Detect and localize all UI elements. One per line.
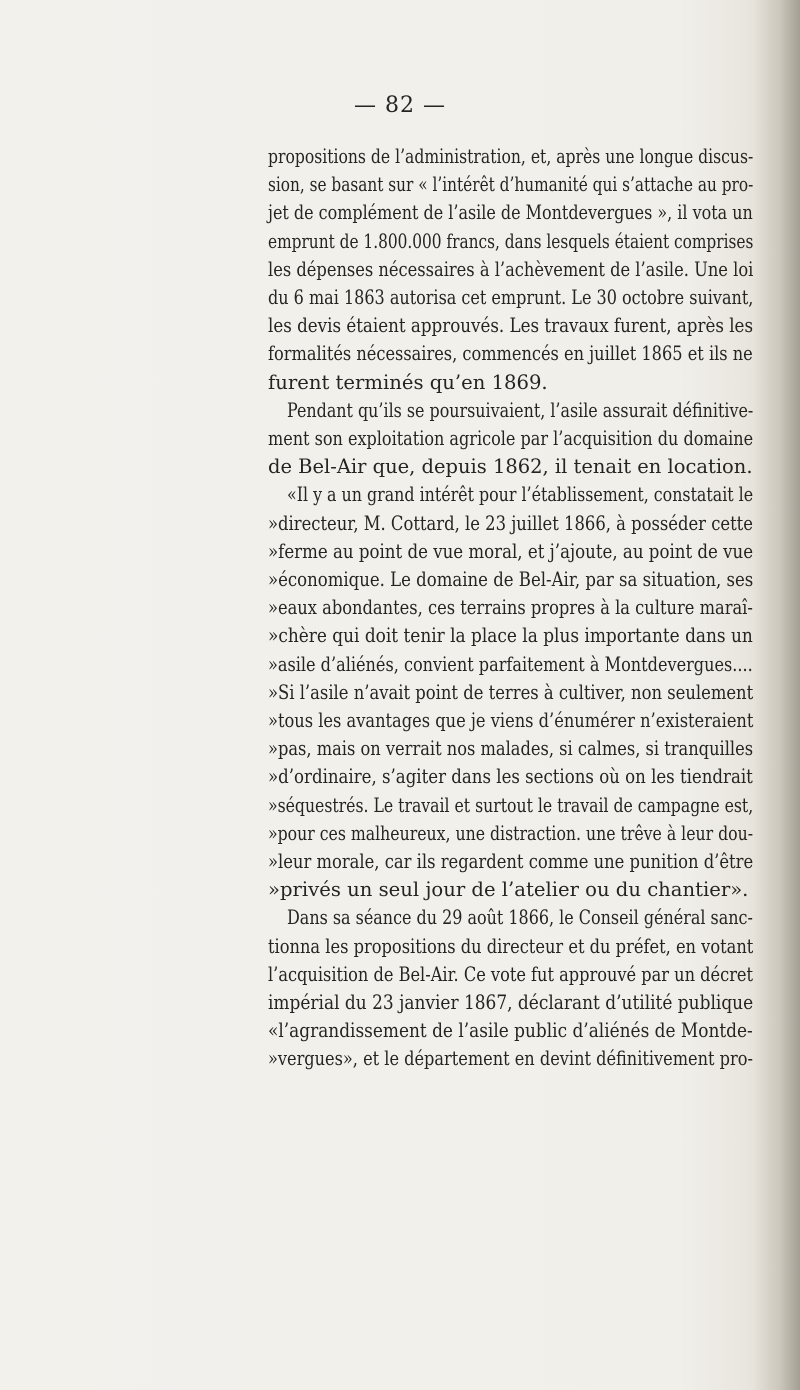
text-line: emprunt de 1.800.000 francs, dans lesquels étaient comprises — [268, 229, 754, 253]
text-line: »Si l’asile n’avait point de terres à cultiver, non seulement — [268, 680, 754, 704]
text-line: »privés un seul jour de l’atelier ou du chantier». — [268, 878, 749, 902]
text-line: tionna les propositions du directeur et du préfet, en votant — [268, 934, 754, 958]
text-line: »chère qui doit tenir la place la plus importante dans un — [268, 624, 753, 648]
text-line: l’acquisition de Bel-Air. Ce vote fut approuvé par un décret — [268, 962, 754, 986]
text-line: »eaux abondantes, ces terrains propres à la culture maraî- — [268, 596, 753, 620]
text-line: »d’ordinaire, s’agiter dans les sections où on les tiendrait — [268, 765, 753, 789]
text-line: les devis étaient approuvés. Les travaux furent, après les — [268, 314, 754, 338]
text-line: de Bel-Air que, depuis 1862, il tenait en location. — [268, 455, 753, 479]
text-line: les dépenses nécessaires à l’achèvement de l’asile. Une loi — [268, 257, 754, 281]
text-line: »asile d’aliénés, convient parfaitement à Montdevergues.... — [268, 652, 753, 676]
text-line: «l’agrandissement de l’asile public d’aliénés de Montde- — [268, 1019, 753, 1043]
text-line: Dans sa séance du 29 août 1866, le Conseil général sanc- — [287, 906, 753, 930]
text-line: »tous les avantages que je viens d’énumérer n’existeraient — [268, 709, 754, 732]
text-line: ment son exploitation agricole par l’acquisition du domaine — [268, 427, 754, 450]
text-line: »séquestrés. Le travail et surtout le travail de campagne est, — [268, 793, 754, 817]
text-line: jet de complément de l’asile de Montdevergues », il vota un — [268, 201, 753, 225]
text-line: »pour ces malheureux, une distraction. une trêve à leur dou- — [268, 821, 754, 845]
text-line: »leur morale, car ils regardent comme une punition d’être — [268, 850, 754, 873]
text-line: »économique. Le domaine de Bel-Air, par sa situation, ses — [268, 568, 754, 591]
text-line: »directeur, M. Cottard, le 23 juillet 1866, à posséder cette — [268, 511, 753, 535]
text-line: furent terminés qu’en 1869. — [268, 370, 548, 394]
text-line: formalités nécessaires, commencés en juillet 1865 et ils ne — [268, 342, 753, 366]
text-line: impérial du 23 janvier 1867, déclarant d’utilité publique — [268, 991, 754, 1014]
text-line: »vergues», et le département en devint définitivement pro- — [268, 1047, 753, 1071]
text-line: »ferme au point de vue moral, et j’ajoute, au point de vue — [268, 539, 754, 563]
text-line: propositions de l’administration, et, après une longue discus- — [268, 145, 754, 168]
text-line: du 6 mai 1863 autorisa cet emprunt. Le 30 octobre suivant, — [268, 286, 754, 309]
text-line: «Il y a un grand intérêt pour l’établissement, constatait le — [287, 483, 754, 507]
text-line: sion, se basant sur « l’intérêt d’humanité qui s’attache au pro- — [268, 173, 754, 197]
page-edge-shadow — [754, 0, 800, 1390]
text-line: Pendant qu’ils se poursuivaient, l’asile assurait définitive- — [287, 398, 754, 422]
page-number: — 82 — — [354, 93, 446, 118]
text-line: »pas, mais on verrait nos malades, si calmes, si tranquilles — [268, 737, 754, 761]
